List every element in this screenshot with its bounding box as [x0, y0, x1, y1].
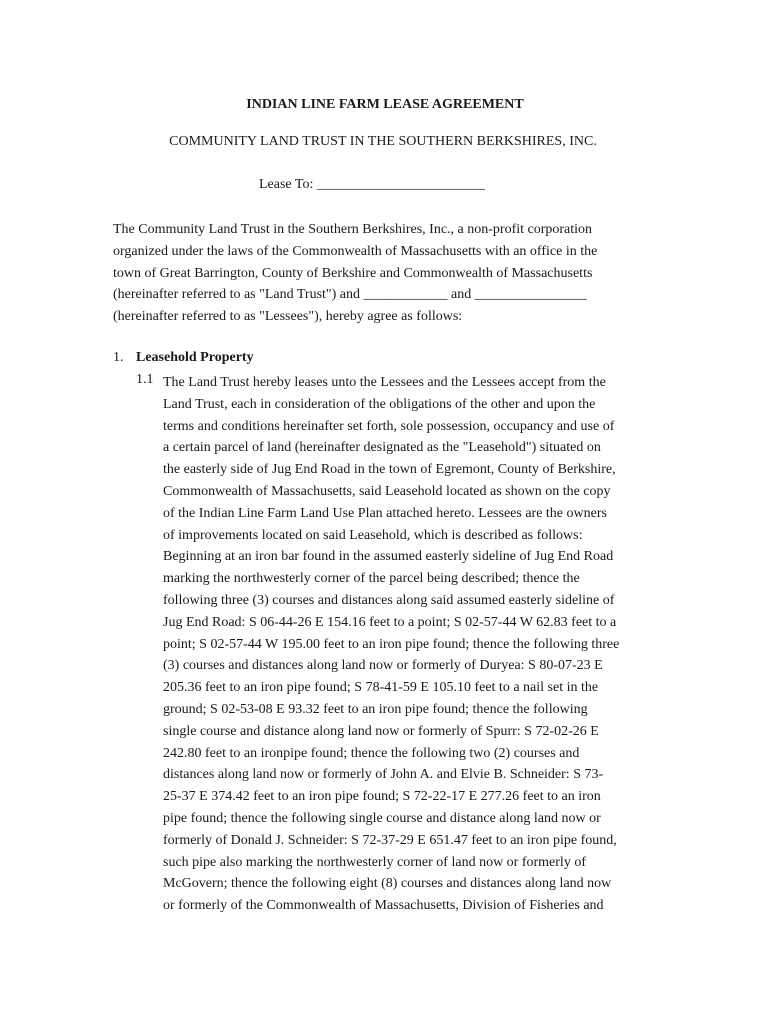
paragraph-line: Land Trust, each in consideration of the obligations of the other and upon the	[163, 396, 596, 412]
paragraph-line: the easterly side of Jug End Road in the town of Egremont, County of Berkshire,	[163, 462, 616, 478]
paragraph-line: marking the northwesterly corner of the parcel being described; thence the	[163, 571, 580, 587]
paragraph-line: distances along land now or formerly of John A. and Elvie B. Schneider: S 73-	[163, 767, 604, 783]
document-subtitle: COMMUNITY LAND TRUST IN THE SOUTHERN BERKSHIRES, INC.	[169, 134, 597, 149]
paragraph-line: such pipe also marking the northwesterly corner of land now or formerly of	[163, 854, 586, 870]
paragraph-line: (3) courses and distances along land now or formerly of Duryea: S 80-07-23 E	[163, 658, 603, 674]
subsection-paragraph	[163, 372, 683, 917]
intro-line: organized under the laws of the Commonwealth of Massachusetts with an office in the	[113, 243, 598, 259]
paragraph-line: McGovern; thence the following eight (8) courses and distances along land now	[163, 876, 612, 892]
paragraph-line: of the Indian Line Farm Land Use Plan attached hereto. Lessees are the owners	[163, 505, 607, 521]
paragraph-line: point; S 02-57-44 W 195.00 feet to an iron pipe found; thence the following three	[163, 636, 620, 652]
paragraph-line: or formerly of the Commonwealth of Massachusetts, Division of Fisheries and	[163, 898, 604, 914]
section-heading-text: Leasehold Property	[136, 350, 254, 365]
paragraph-line: terms and conditions hereinafter set forth, sole possession, occupancy and use of	[163, 418, 615, 434]
intro-line: town of Great Barrington, County of Berkshire and Commonwealth of Massachusetts	[113, 265, 593, 281]
paragraph-line: of improvements located on said Leasehold, which is described as follows:	[163, 527, 583, 543]
section-number: 1.	[113, 350, 124, 365]
paragraph-line: single course and distance along land now or formerly of Spurr: S 72-02-26 E	[163, 723, 599, 739]
paragraph-line: Jug End Road: S 06-44-26 E 154.16 feet to a point; S 02-57-44 W 62.83 feet to a	[163, 614, 617, 630]
intro-paragraph	[113, 219, 673, 328]
paragraph-line: following three (3) courses and distances along said assumed easterly sideline of	[163, 592, 615, 608]
section-heading	[113, 350, 254, 366]
intro-line: (hereinafter referred to as "Lessees"), hereby agree as follows:	[113, 309, 463, 325]
paragraph-line: Beginning at an iron bar found in the assumed easterly sideline of Jug End Road	[163, 549, 614, 565]
paragraph-line: formerly of Donald J. Schneider: S 72-37-29 E 651.47 feet to an iron pipe found,	[163, 832, 617, 848]
paragraph-line: pipe found; thence the following single course and distance along land now or	[163, 810, 601, 826]
intro-line: The Community Land Trust in the Southern Berkshires, Inc., a non-profit corporation	[113, 222, 593, 237]
paragraph-line: 25-37 E 374.42 feet to an iron pipe found; S 72-22-17 E 277.26 feet to an iron	[163, 789, 601, 805]
intro-line: (hereinafter referred to as "Land Trust") and ____________ and ________________	[113, 287, 587, 303]
paragraph-line: Commonwealth of Massachusetts, said Leasehold located as shown on the copy	[163, 483, 611, 499]
paragraph-line: ground; S 02-53-08 E 93.32 feet to an iron pipe found; thence the following	[163, 701, 588, 717]
paragraph-line: 242.80 feet to an ironpipe found; thence the following two (2) courses and	[163, 745, 580, 761]
paragraph-line: a certain parcel of land (hereinafter designated as the "Leasehold") situated on	[163, 440, 601, 456]
document-title: INDIAN LINE FARM LEASE AGREEMENT	[246, 97, 524, 112]
paragraph-line: 205.36 feet to an iron pipe found; S 78-41-59 E 105.10 feet to a nail set in the	[163, 680, 599, 696]
subsection-number: 1.1	[136, 372, 154, 387]
paragraph-line: The Land Trust hereby leases unto the Lessees and the Lessees accept from the	[163, 375, 606, 390]
lease-to-line: Lease To: ________________________	[259, 177, 485, 192]
